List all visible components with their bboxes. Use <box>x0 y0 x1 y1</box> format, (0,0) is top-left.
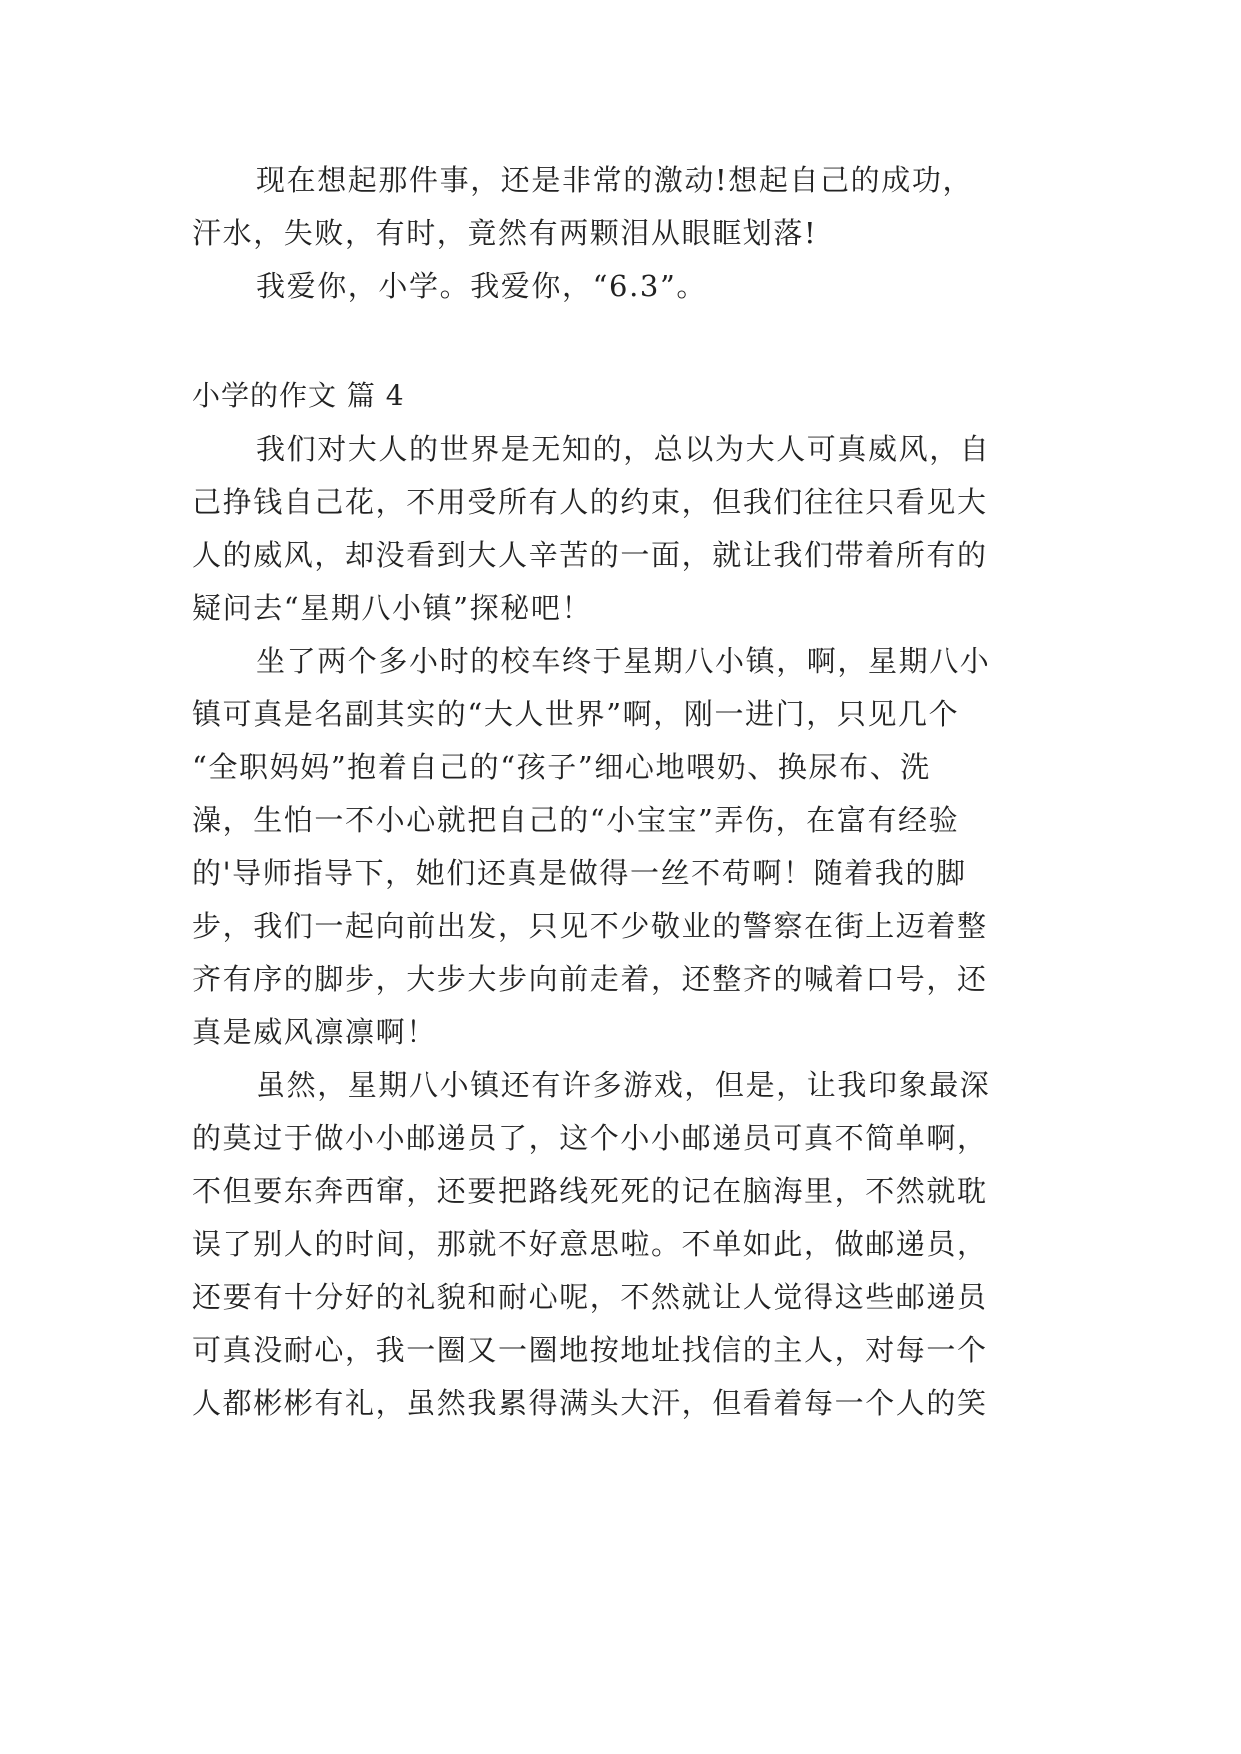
paragraph-line: 虽然，星期八小镇还有许多游戏，但是，让我印象最深 <box>256 1068 991 1102</box>
paragraph-line: 我爱你，小学。我爱你，“6.3”。 <box>256 269 707 303</box>
paragraph-line: 人都彬彬有礼，虽然我累得满头大汗，但看着每一个人的笑 <box>192 1386 988 1420</box>
paragraph-line: 我们对大人的世界是无知的，总以为大人可真威风，自 <box>256 432 991 466</box>
paragraph-line: 的莫过于做小小邮递员了，这个小小邮递员可真不简单啊， <box>192 1121 988 1155</box>
section-title: 小学的作文 篇 4 <box>192 379 405 412</box>
paragraph-line: “全职妈妈”抱着自己的“孩子”细心地喂奶、换尿布、洗 <box>192 750 931 784</box>
paragraph-line: 还要有十分好的礼貌和耐心呢，不然就让人觉得这些邮递员 <box>192 1280 988 1314</box>
paragraph-line: 疑问去“星期八小镇”探秘吧！ <box>192 591 593 625</box>
paragraph-line: 可真没耐心，我一圈又一圈地按地址找信的主人，对每一个 <box>192 1333 988 1367</box>
paragraph-line: 不但要东奔西窜，还要把路线死死的记在脑海里，不然就耽 <box>192 1174 988 1208</box>
paragraph-line: 镇可真是名副其实的“大人世界”啊，刚一进门，只见几个 <box>192 697 960 731</box>
paragraph-line: 人的威风，却没看到大人辛苦的一面，就让我们带着所有的 <box>192 538 988 572</box>
paragraph-line: 汗水，失败，有时，竟然有两颗泪从眼眶划落! <box>192 216 818 250</box>
paragraph-line: 坐了两个多小时的校车终于星期八小镇，啊，星期八小 <box>256 644 991 678</box>
paragraph-line: 己挣钱自己花，不用受所有人的约束，但我们往往只看见大 <box>192 485 988 519</box>
paragraph-line: 真是威风凛凛啊！ <box>192 1015 437 1049</box>
paragraph-line: 步，我们一起向前出发，只见不少敬业的警察在街上迈着整 <box>192 909 988 943</box>
paragraph-line: 齐有序的脚步，大步大步向前走着，还整齐的喊着口号，还 <box>192 962 988 996</box>
paragraph-line: 误了别人的时间，那就不好意思啦。不单如此，做邮递员， <box>192 1227 988 1261</box>
paragraph-line: 现在想起那件事，还是非常的激动!想起自己的成功， <box>256 163 974 197</box>
paragraph-line: 的'导师指导下，她们还真是做得一丝不苟啊！随着我的脚 <box>192 856 967 890</box>
paragraph-line: 澡，生怕一不小心就把自己的“小宝宝”弄伤，在富有经验 <box>192 803 960 837</box>
